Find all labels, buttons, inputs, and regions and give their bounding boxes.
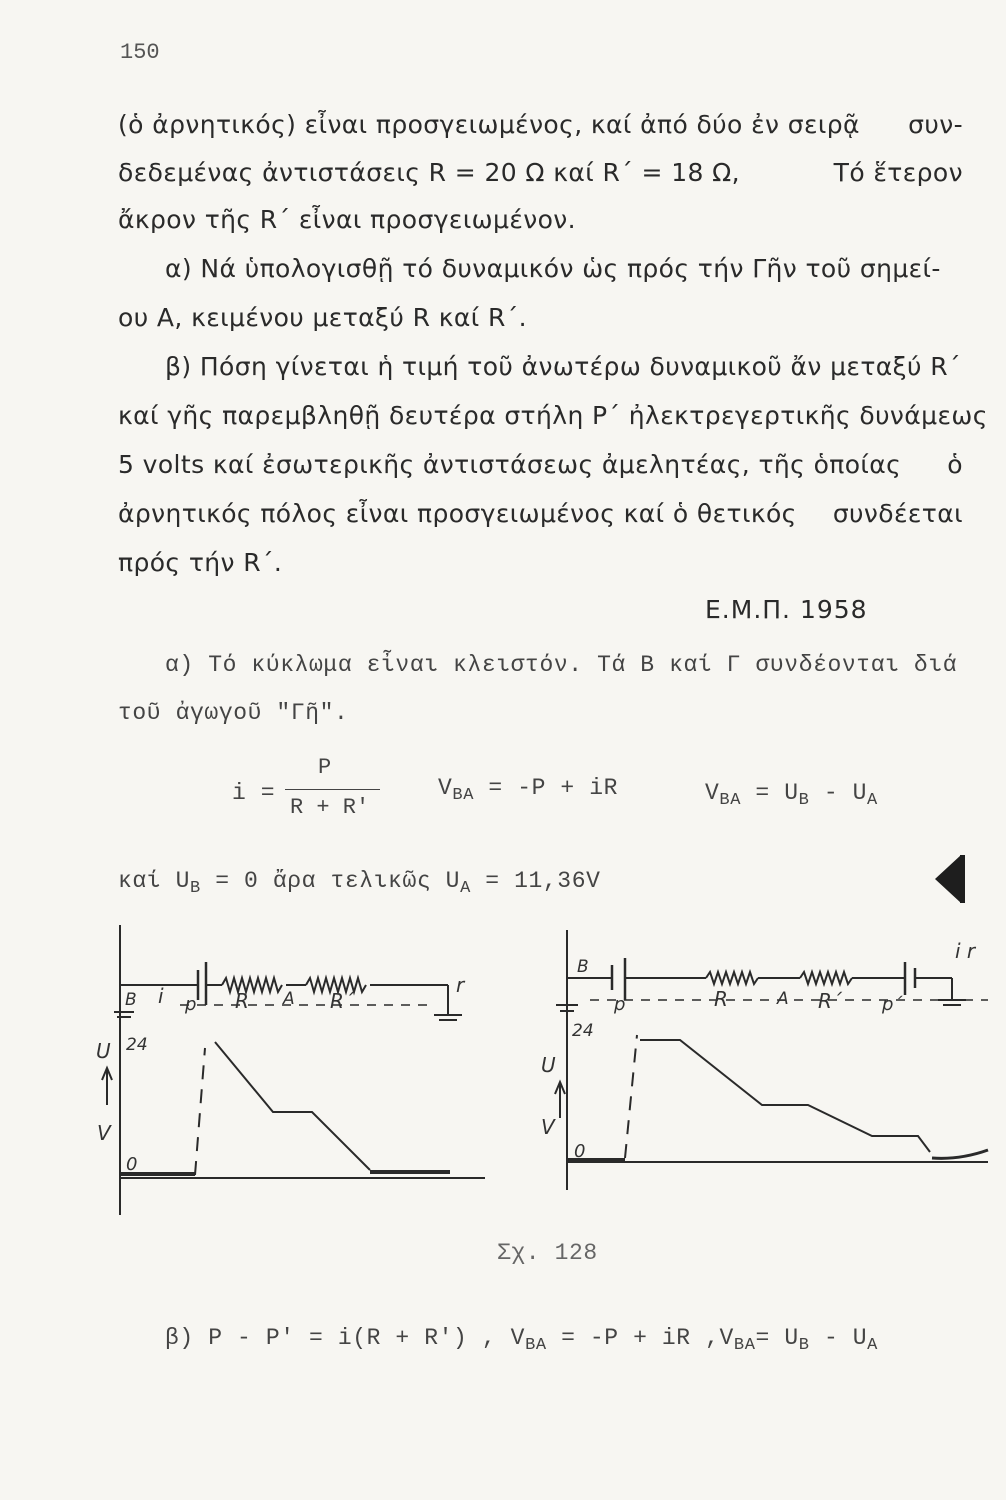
eq-i-numerator: P xyxy=(318,755,332,780)
label-24: 24 xyxy=(126,1035,148,1055)
eq-i-denominator: R + R' xyxy=(290,795,370,820)
eq-sym: = 11,36V xyxy=(470,868,601,894)
label-0: 0 xyxy=(574,1141,586,1162)
label-24: 24 xyxy=(572,1021,594,1041)
left-diagram xyxy=(102,925,485,1215)
label-R: R xyxy=(235,989,249,1013)
eq-sub: B xyxy=(190,879,201,898)
text-seg: συνδέεται xyxy=(832,499,963,528)
page-number: 150 xyxy=(120,40,160,65)
eq-sub: A xyxy=(867,1336,878,1355)
eq-sym: V xyxy=(705,780,720,806)
label-U: U xyxy=(541,1053,556,1077)
text-seg: 5 volts καί ἐσωτερικῆς ἀντιστάσεως ἀμελητέας, τῆς ὁποίας xyxy=(118,450,902,479)
text-seg: ου Α, κειμένου μεταξύ R καί R΄. xyxy=(118,303,527,332)
label-Rp: R΄ xyxy=(330,989,354,1013)
eq-sym: = -P + iR xyxy=(474,775,619,801)
text-seg: δεδεμένας ἀντιστάσεις R = 20 Ω καί R΄ = 18 Ω, xyxy=(118,158,741,187)
text-seg: ἄκρον τῆς R΄ εἶναι προσγειωμένον. xyxy=(118,205,576,234)
right-resistor-Rp xyxy=(800,972,852,984)
label-ir: i r xyxy=(955,939,976,963)
eq-sub: A xyxy=(460,879,471,898)
eq-sym: = -P + iR ,V xyxy=(546,1325,734,1351)
eq-sym: V xyxy=(438,775,453,801)
eq-sub: B xyxy=(798,791,810,810)
label-0: 0 xyxy=(126,1154,138,1175)
eq-sub: B xyxy=(798,1336,810,1355)
label-p: p xyxy=(614,994,626,1015)
figure-caption: Σχ. 128 xyxy=(497,1240,598,1266)
eq-sym: = 0 ἄρα τελικῶς U xyxy=(200,868,461,894)
left-potential-curve xyxy=(215,1042,370,1170)
eq-sym: = U xyxy=(741,780,799,806)
label-i: i xyxy=(158,984,164,1008)
label-p: p xyxy=(185,994,197,1015)
solution-line-1: α) Τό κύκλωμα εἶναι κλειστόν. Τά Β καί Γ συνδέονται διά xyxy=(165,652,958,678)
eq-sym: β) P - P' = i(R + R') , V xyxy=(165,1325,526,1351)
eq-sub: BA xyxy=(452,786,475,805)
right-resistor-R xyxy=(706,972,758,984)
text-seg: καί γῆς παρεμβληθῇ δευτέρα στήλη P΄ ἠλεκτρεγερτικῆς δυνάμεως xyxy=(118,401,988,430)
eq-sub: A xyxy=(867,791,878,810)
text-seg: ἀρνητικός πόλος εἶναι προσγειωμένος καί ὁ θετικός xyxy=(118,499,797,528)
right-tail xyxy=(932,1150,988,1158)
text-seg: (ὁ ἀρνητικός) εἶναι προσγειωμένος, καί ἀπό δύο ἐν σειρᾷ xyxy=(118,110,860,139)
text-seg: α) Νά ὑπολογισθῇ τό δυναμικόν ὡς πρός τήν Γῆν τοῦ σημεί- xyxy=(165,254,941,283)
eq-sym: = U xyxy=(755,1325,799,1351)
label-B: B xyxy=(125,990,137,1010)
right-jump xyxy=(625,1035,637,1158)
label-R: R xyxy=(714,987,728,1011)
label-A: A xyxy=(777,989,789,1009)
right-potential-curve xyxy=(640,1040,930,1152)
part-b-equation xyxy=(165,1325,878,1355)
eq-sub: BA xyxy=(719,791,742,810)
label-A: A xyxy=(283,989,295,1009)
text-seg: πρός τήν R΄. xyxy=(118,548,283,577)
text-seg: β) Πόση γίνεται ἡ τιμή τοῦ ἀνωτέρω δυναμικοῦ ἄν μεταξύ R΄ xyxy=(165,352,961,381)
eq-sym: - U xyxy=(809,1325,868,1351)
label-r: r xyxy=(456,973,465,997)
eq-sym: καί U xyxy=(118,868,191,894)
eq-sym: - U xyxy=(809,780,868,806)
label-U: U xyxy=(96,1039,111,1063)
label-V: V xyxy=(541,1115,555,1139)
text-seg: ὁ xyxy=(947,450,963,479)
eq-sub: BA xyxy=(733,1336,756,1355)
label-Rp: R΄ xyxy=(818,989,842,1013)
solution-line-2: τοῦ ἀγωγοῦ "Γῆ". xyxy=(118,700,349,726)
source-citation: Ε.Μ.Π. 1958 xyxy=(705,595,868,624)
label-pp: p΄ xyxy=(882,994,903,1015)
eq-sub: ΒΑ xyxy=(525,1336,547,1355)
right-diagram xyxy=(555,930,988,1190)
left-resistor-R xyxy=(222,978,282,992)
text-seg: Τό ἕτερον xyxy=(833,158,963,187)
text-seg: συν- xyxy=(908,110,963,139)
label-B: B xyxy=(577,957,589,977)
left-jump xyxy=(195,1048,205,1175)
eq-i-lhs: i = xyxy=(232,780,276,806)
label-V: V xyxy=(97,1121,111,1145)
